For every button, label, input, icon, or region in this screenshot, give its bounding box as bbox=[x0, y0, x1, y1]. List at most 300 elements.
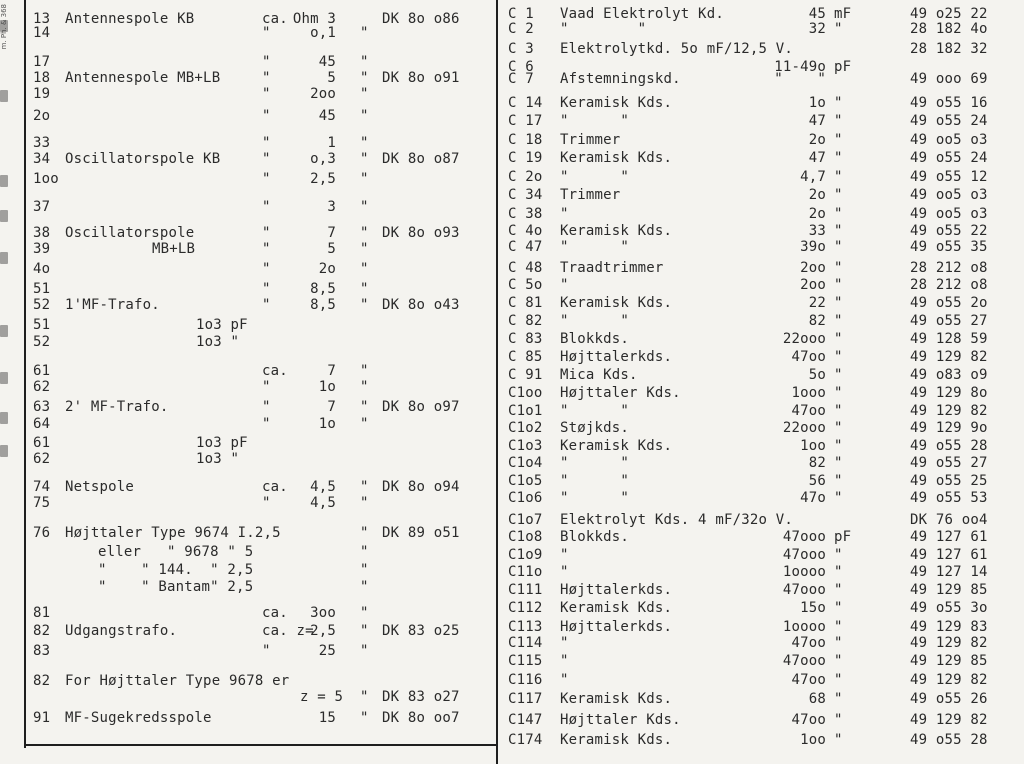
part-number: 49 129 85 bbox=[910, 582, 988, 598]
margin-mark bbox=[0, 90, 8, 102]
capacitor-description: " " bbox=[560, 455, 630, 471]
capacitor-ref: C 7 bbox=[508, 71, 534, 87]
component-value: 45 bbox=[318, 108, 336, 124]
component-id: 64 bbox=[33, 416, 51, 432]
capacitor-value: 2oo bbox=[800, 260, 826, 276]
capacitor-unit: " bbox=[834, 223, 843, 239]
capacitor-description: Blokkds. bbox=[560, 529, 630, 545]
capacitor-description: Vaad Elektrolyt Kd. bbox=[560, 6, 724, 22]
capacitor-value: 56 bbox=[808, 473, 826, 489]
capacitor-unit: " bbox=[834, 95, 843, 111]
capacitor-value: 47o bbox=[800, 490, 826, 506]
column-divider bbox=[496, 0, 498, 764]
part-number: 49 o55 27 bbox=[910, 313, 988, 329]
capacitor-description: Keramisk Kds. bbox=[560, 295, 673, 311]
value-unit: " bbox=[360, 479, 369, 495]
component-value: 7 bbox=[327, 225, 336, 241]
capacitor-value: 47oo bbox=[791, 349, 826, 365]
part-number: 49 o55 35 bbox=[910, 239, 988, 255]
component-description: 1'MF-Trafo. bbox=[65, 297, 160, 313]
component-id: 61 bbox=[33, 363, 51, 379]
component-description: " " Bantam" 2,5 bbox=[98, 579, 254, 595]
part-number: 49 o55 28 bbox=[910, 732, 988, 748]
capacitor-description: Keramisk Kds. bbox=[560, 223, 673, 239]
capacitor-description: " bbox=[560, 653, 569, 669]
value-qualifier: ca. bbox=[262, 11, 288, 27]
component-id: 63 bbox=[33, 399, 51, 415]
component-description: MB+LB bbox=[152, 241, 196, 257]
component-id: 52 bbox=[33, 297, 51, 313]
capacitor-unit: " bbox=[834, 169, 843, 185]
component-id: 38 bbox=[33, 225, 51, 241]
capacitor-ref: C113 bbox=[508, 619, 543, 635]
value-qualifier: ca. z= bbox=[262, 623, 314, 639]
component-id: 91 bbox=[33, 710, 51, 726]
capacitor-ref: C1o4 bbox=[508, 455, 543, 471]
part-number: 49 129 82 bbox=[910, 712, 988, 728]
capacitor-description: " " bbox=[560, 113, 630, 129]
capacitor-unit: " bbox=[834, 367, 843, 383]
capacitor-ref: C 14 bbox=[508, 95, 543, 111]
capacitor-description: Blokkds. bbox=[560, 331, 630, 347]
capacitor-unit: " bbox=[834, 691, 843, 707]
capacitor-unit: " bbox=[834, 712, 843, 728]
component-value: 5 bbox=[327, 241, 336, 257]
capacitor-value: 47oo bbox=[791, 672, 826, 688]
value-unit: " bbox=[360, 54, 369, 70]
part-number: 49 129 82 bbox=[910, 403, 988, 419]
capacitor-ref: C11o bbox=[508, 564, 543, 580]
component-description: Udgangstrafo. bbox=[65, 623, 178, 639]
capacitor-description: " " bbox=[560, 473, 630, 489]
capacitor-value: " " bbox=[774, 71, 826, 87]
value-qualifier: " bbox=[262, 199, 271, 215]
margin-mark bbox=[0, 325, 8, 337]
part-number: 49 129 82 bbox=[910, 672, 988, 688]
component-description: Netspole bbox=[65, 479, 135, 495]
value-unit: " bbox=[360, 689, 369, 705]
value-qualifier: " bbox=[262, 495, 271, 511]
part-number: 49 o25 22 bbox=[910, 6, 988, 22]
capacitor-ref: C 2o bbox=[508, 169, 543, 185]
part-number: 49 o55 22 bbox=[910, 223, 988, 239]
component-id: 17 bbox=[33, 54, 51, 70]
value-unit: " bbox=[360, 579, 369, 595]
value-unit: " bbox=[360, 171, 369, 187]
capacitor-ref: C115 bbox=[508, 653, 543, 669]
part-number: 49 o55 26 bbox=[910, 691, 988, 707]
capacitor-description: Højttalerkds. bbox=[560, 582, 673, 598]
component-value: 45 bbox=[318, 54, 336, 70]
capacitor-unit: " bbox=[834, 732, 843, 748]
component-value: 3 Ohm bbox=[292, 11, 336, 27]
component-description: For Højttaler Type 9678 er bbox=[65, 673, 290, 689]
capacitor-value: 47oo bbox=[791, 712, 826, 728]
capacitor-ref: C1oo bbox=[508, 385, 543, 401]
component-description: 2' MF-Trafo. bbox=[65, 399, 169, 415]
part-number: 49 o55 3o bbox=[910, 600, 988, 616]
part-number: 49 129 9o bbox=[910, 420, 988, 436]
value-qualifier: " bbox=[262, 171, 271, 187]
capacitor-ref: C 47 bbox=[508, 239, 543, 255]
value-qualifier: " bbox=[262, 25, 271, 41]
component-description: 1o3 " bbox=[196, 334, 240, 350]
part-number: 49 o55 2o bbox=[910, 295, 988, 311]
capacitor-value: 47ooo bbox=[782, 547, 826, 563]
component-id: 83 bbox=[33, 643, 51, 659]
component-description: Oscillatorspole KB bbox=[65, 151, 221, 167]
part-number: 49 129 82 bbox=[910, 349, 988, 365]
capacitor-unit: " bbox=[834, 150, 843, 166]
capacitor-ref: C1o8 bbox=[508, 529, 543, 545]
capacitor-ref: C114 bbox=[508, 635, 543, 651]
capacitor-description: Keramisk Kds. bbox=[560, 600, 673, 616]
component-value: 3oo bbox=[310, 605, 336, 621]
value-qualifier: " bbox=[262, 643, 271, 659]
value-unit: " bbox=[360, 86, 369, 102]
capacitor-unit: " bbox=[834, 582, 843, 598]
value-qualifier: ca. bbox=[262, 479, 288, 495]
part-number: DK 8o o43 bbox=[382, 297, 460, 313]
value-unit: " bbox=[360, 710, 369, 726]
capacitor-description: " " bbox=[560, 403, 630, 419]
component-value: o,1 bbox=[310, 25, 336, 41]
part-number: 49 o55 53 bbox=[910, 490, 988, 506]
capacitor-ref: C1o3 bbox=[508, 438, 543, 454]
capacitor-value: 22ooo bbox=[782, 420, 826, 436]
capacitor-description: Keramisk Kds. bbox=[560, 438, 673, 454]
part-number: 49 o55 24 bbox=[910, 150, 988, 166]
capacitor-description: " " bbox=[560, 313, 630, 329]
component-id: 74 bbox=[33, 479, 51, 495]
component-description: Oscillatorspole bbox=[65, 225, 195, 241]
part-number: 49 o83 o9 bbox=[910, 367, 988, 383]
capacitor-ref: C 81 bbox=[508, 295, 543, 311]
capacitor-value: 47ooo bbox=[782, 653, 826, 669]
part-number: DK 8o o91 bbox=[382, 70, 460, 86]
capacitor-description: " bbox=[560, 277, 569, 293]
component-value: 7 bbox=[327, 399, 336, 415]
component-value: 4,5 bbox=[310, 495, 336, 511]
capacitor-value: 2oo bbox=[800, 277, 826, 293]
capacitor-unit: " bbox=[834, 600, 843, 616]
value-unit: " bbox=[360, 495, 369, 511]
capacitor-unit: " bbox=[834, 473, 843, 489]
component-id: 33 bbox=[33, 135, 51, 151]
capacitor-ref: C 2 bbox=[508, 21, 534, 37]
capacitor-value: 15o bbox=[800, 600, 826, 616]
capacitor-value: 82 bbox=[808, 313, 826, 329]
capacitor-ref: C 5o bbox=[508, 277, 543, 293]
value-unit: " bbox=[360, 70, 369, 86]
left-border-rule bbox=[24, 0, 26, 748]
capacitor-description: " bbox=[560, 547, 569, 563]
component-description: MF-Sugekredsspole bbox=[65, 710, 212, 726]
capacitor-ref: C1o6 bbox=[508, 490, 543, 506]
capacitor-unit: " bbox=[834, 113, 843, 129]
capacitor-ref: C1o7 bbox=[508, 512, 543, 528]
capacitor-value: 11-49o bbox=[774, 59, 826, 75]
capacitor-unit: " bbox=[834, 619, 843, 635]
value-unit: " bbox=[360, 281, 369, 297]
capacitor-value: 47 bbox=[808, 113, 826, 129]
capacitor-ref: C 85 bbox=[508, 349, 543, 365]
capacitor-value: 5o bbox=[808, 367, 826, 383]
capacitor-value: 2o bbox=[808, 187, 826, 203]
capacitor-description: Højttaler Kds. bbox=[560, 385, 681, 401]
value-unit: " bbox=[360, 363, 369, 379]
component-value: 8,5 bbox=[310, 281, 336, 297]
capacitor-value: 47oo bbox=[791, 635, 826, 651]
capacitor-description: " bbox=[560, 672, 569, 688]
component-id: 39 bbox=[33, 241, 51, 257]
margin-mark bbox=[0, 252, 8, 264]
part-number: 49 oo5 o3 bbox=[910, 132, 988, 148]
part-number: 49 o55 27 bbox=[910, 455, 988, 471]
capacitor-unit: " bbox=[834, 132, 843, 148]
capacitor-ref: C1o2 bbox=[508, 420, 543, 436]
value-qualifier: " bbox=[262, 135, 271, 151]
capacitor-ref: C112 bbox=[508, 600, 543, 616]
value-qualifier: " bbox=[262, 297, 271, 313]
capacitor-unit: " bbox=[834, 564, 843, 580]
component-description: " " 144. " 2,5 bbox=[98, 562, 254, 578]
capacitor-value: 22ooo bbox=[782, 331, 826, 347]
value-unit: " bbox=[360, 399, 369, 415]
capacitor-description: Mica Kds. bbox=[560, 367, 638, 383]
capacitor-value: 4,7 bbox=[800, 169, 826, 185]
capacitor-unit: " bbox=[834, 295, 843, 311]
capacitor-description: Afstemningskd. bbox=[560, 71, 681, 87]
capacitor-ref: C111 bbox=[508, 582, 543, 598]
part-number: DK 8o o97 bbox=[382, 399, 460, 415]
value-unit: " bbox=[360, 108, 369, 124]
margin-mark bbox=[0, 175, 8, 187]
component-value: 2oo bbox=[310, 86, 336, 102]
value-qualifier: " bbox=[262, 151, 271, 167]
component-value: 15 bbox=[318, 710, 336, 726]
value-unit: " bbox=[360, 643, 369, 659]
component-id: 82 bbox=[33, 673, 51, 689]
part-number: 49 129 8o bbox=[910, 385, 988, 401]
component-value: 2,5 bbox=[310, 171, 336, 187]
value-unit: " bbox=[360, 544, 369, 560]
component-description: 1o3 " bbox=[196, 451, 240, 467]
capacitor-ref: C 18 bbox=[508, 132, 543, 148]
part-number: DK 83 o25 bbox=[382, 623, 460, 639]
component-value: 1 bbox=[327, 135, 336, 151]
value-qualifier: " bbox=[262, 54, 271, 70]
capacitor-description: Keramisk Kds. bbox=[560, 732, 673, 748]
capacitor-unit: " bbox=[834, 331, 843, 347]
component-description: z = 5 bbox=[300, 689, 344, 705]
component-id: 82 bbox=[33, 623, 51, 639]
part-number: 49 oo5 o3 bbox=[910, 206, 988, 222]
capacitor-value: 1ooo bbox=[791, 385, 826, 401]
component-id: 62 bbox=[33, 379, 51, 395]
capacitor-description: " bbox=[560, 635, 569, 651]
component-id: 75 bbox=[33, 495, 51, 511]
part-number: 49 128 59 bbox=[910, 331, 988, 347]
capacitor-ref: C 38 bbox=[508, 206, 543, 222]
part-number: 49 o55 12 bbox=[910, 169, 988, 185]
part-number: 49 oo5 o3 bbox=[910, 187, 988, 203]
part-number: 49 ooo 69 bbox=[910, 71, 988, 87]
capacitor-description: Trimmer bbox=[560, 187, 621, 203]
component-id: 4o bbox=[33, 261, 51, 277]
component-description: eller " 9678 " 5 bbox=[98, 544, 254, 560]
capacitor-description: Højttalerkds. bbox=[560, 619, 673, 635]
component-id: 62 bbox=[33, 451, 51, 467]
capacitor-description: Traadtrimmer bbox=[560, 260, 664, 276]
capacitor-ref: C 82 bbox=[508, 313, 543, 329]
part-number: 49 129 83 bbox=[910, 619, 988, 635]
capacitor-unit: " bbox=[834, 206, 843, 222]
capacitor-description: Elektrolyt Kds. 4 mF/32o V. bbox=[560, 512, 793, 528]
capacitor-value: 1o bbox=[808, 95, 826, 111]
component-value: 25 bbox=[318, 643, 336, 659]
capacitor-unit: " bbox=[834, 672, 843, 688]
capacitor-unit: " bbox=[834, 21, 843, 37]
capacitor-value: 47oo bbox=[791, 403, 826, 419]
value-unit: " bbox=[360, 225, 369, 241]
part-number: 49 127 61 bbox=[910, 547, 988, 563]
capacitor-description: " " bbox=[560, 239, 630, 255]
capacitor-ref: C147 bbox=[508, 712, 543, 728]
value-qualifier: " bbox=[262, 379, 271, 395]
capacitor-description: Trimmer bbox=[560, 132, 621, 148]
value-unit: " bbox=[360, 241, 369, 257]
capacitor-description: " " bbox=[560, 21, 647, 37]
value-qualifier: " bbox=[262, 241, 271, 257]
part-number: 49 o55 16 bbox=[910, 95, 988, 111]
capacitor-value: 1oo bbox=[800, 732, 826, 748]
part-number: 49 127 61 bbox=[910, 529, 988, 545]
value-unit: " bbox=[360, 562, 369, 578]
capacitor-value: 22 bbox=[808, 295, 826, 311]
capacitor-value: 32 bbox=[808, 21, 826, 37]
capacitor-ref: C174 bbox=[508, 732, 543, 748]
capacitor-value: 1oo bbox=[800, 438, 826, 454]
capacitor-value: 2o bbox=[808, 132, 826, 148]
capacitor-ref: C1o9 bbox=[508, 547, 543, 563]
margin-mark bbox=[0, 445, 8, 457]
capacitor-value: 68 bbox=[808, 691, 826, 707]
capacitor-description: " " bbox=[560, 169, 630, 185]
capacitor-description: " bbox=[560, 564, 569, 580]
value-unit: " bbox=[360, 135, 369, 151]
capacitor-value: 1oooo bbox=[782, 619, 826, 635]
value-unit: " bbox=[360, 297, 369, 313]
part-number: DK 76 oo4 bbox=[910, 512, 988, 528]
margin-mark bbox=[0, 372, 8, 384]
part-number: 49 129 85 bbox=[910, 653, 988, 669]
part-number: 49 o55 28 bbox=[910, 438, 988, 454]
capacitor-unit: " bbox=[834, 635, 843, 651]
capacitor-ref: C1o1 bbox=[508, 403, 543, 419]
component-id: 13 bbox=[33, 11, 51, 27]
capacitor-ref: C 83 bbox=[508, 331, 543, 347]
component-id: 52 bbox=[33, 334, 51, 350]
component-value: 1o bbox=[318, 379, 336, 395]
component-value: 7 bbox=[327, 363, 336, 379]
capacitor-unit: " bbox=[834, 653, 843, 669]
part-number: DK 8o o94 bbox=[382, 479, 460, 495]
value-unit: " bbox=[360, 261, 369, 277]
capacitor-ref: C116 bbox=[508, 672, 543, 688]
capacitor-unit: " bbox=[834, 490, 843, 506]
capacitor-value: 1oooo bbox=[782, 564, 826, 580]
capacitor-value: 2o bbox=[808, 206, 826, 222]
value-unit: " bbox=[360, 525, 369, 541]
value-unit: " bbox=[360, 25, 369, 41]
component-id: 61 bbox=[33, 435, 51, 451]
capacitor-ref: C1o5 bbox=[508, 473, 543, 489]
capacitor-unit: " bbox=[834, 349, 843, 365]
capacitor-value: 47ooo bbox=[782, 529, 826, 545]
capacitor-unit: " bbox=[834, 313, 843, 329]
capacitor-unit: " bbox=[834, 260, 843, 276]
capacitor-unit: " bbox=[834, 187, 843, 203]
component-description: Antennespole KB bbox=[65, 11, 195, 27]
component-value: 1o bbox=[318, 416, 336, 432]
part-number: DK 8o o87 bbox=[382, 151, 460, 167]
part-number: DK 8o oo7 bbox=[382, 710, 460, 726]
capacitor-description: Elektrolytkd. 5o mF/12,5 V. bbox=[560, 41, 793, 57]
part-number: 49 o55 24 bbox=[910, 113, 988, 129]
capacitor-ref: C 3 bbox=[508, 41, 534, 57]
component-value: o,3 bbox=[310, 151, 336, 167]
value-qualifier: ca. bbox=[262, 605, 288, 621]
value-qualifier: " bbox=[262, 399, 271, 415]
capacitor-ref: C 34 bbox=[508, 187, 543, 203]
value-unit: " bbox=[360, 379, 369, 395]
component-id: 37 bbox=[33, 199, 51, 215]
capacitor-description: Højttaler Kds. bbox=[560, 712, 681, 728]
value-unit: " bbox=[360, 151, 369, 167]
value-qualifier: " bbox=[262, 225, 271, 241]
capacitor-unit: " bbox=[834, 385, 843, 401]
component-description: 1o3 pF bbox=[196, 435, 248, 451]
capacitor-unit: " bbox=[834, 277, 843, 293]
value-qualifier: ca. bbox=[262, 363, 288, 379]
margin-stamp: m. Ph. & 368 bbox=[0, 4, 8, 50]
capacitor-ref: C 19 bbox=[508, 150, 543, 166]
value-unit: " bbox=[360, 605, 369, 621]
capacitor-ref: C 48 bbox=[508, 260, 543, 276]
component-id: 51 bbox=[33, 281, 51, 297]
component-id: 2o bbox=[33, 108, 51, 124]
capacitor-value: 47 bbox=[808, 150, 826, 166]
part-number: 28 182 32 bbox=[910, 41, 988, 57]
capacitor-description: Keramisk Kds. bbox=[560, 95, 673, 111]
capacitor-unit: " bbox=[834, 403, 843, 419]
capacitor-unit: " bbox=[834, 547, 843, 563]
capacitor-description: Keramisk Kds. bbox=[560, 691, 673, 707]
component-id: 81 bbox=[33, 605, 51, 621]
component-id: 14 bbox=[33, 25, 51, 41]
value-qualifier: " bbox=[262, 281, 271, 297]
capacitor-unit: " bbox=[834, 239, 843, 255]
value-qualifier: " bbox=[262, 261, 271, 277]
component-id: 51 bbox=[33, 317, 51, 333]
capacitor-value: 33 bbox=[808, 223, 826, 239]
capacitor-value: 45 bbox=[808, 6, 826, 22]
capacitor-unit: pF bbox=[834, 59, 852, 75]
margin-mark bbox=[0, 20, 8, 32]
component-value: 4,5 bbox=[310, 479, 336, 495]
component-id: 76 bbox=[33, 525, 51, 541]
